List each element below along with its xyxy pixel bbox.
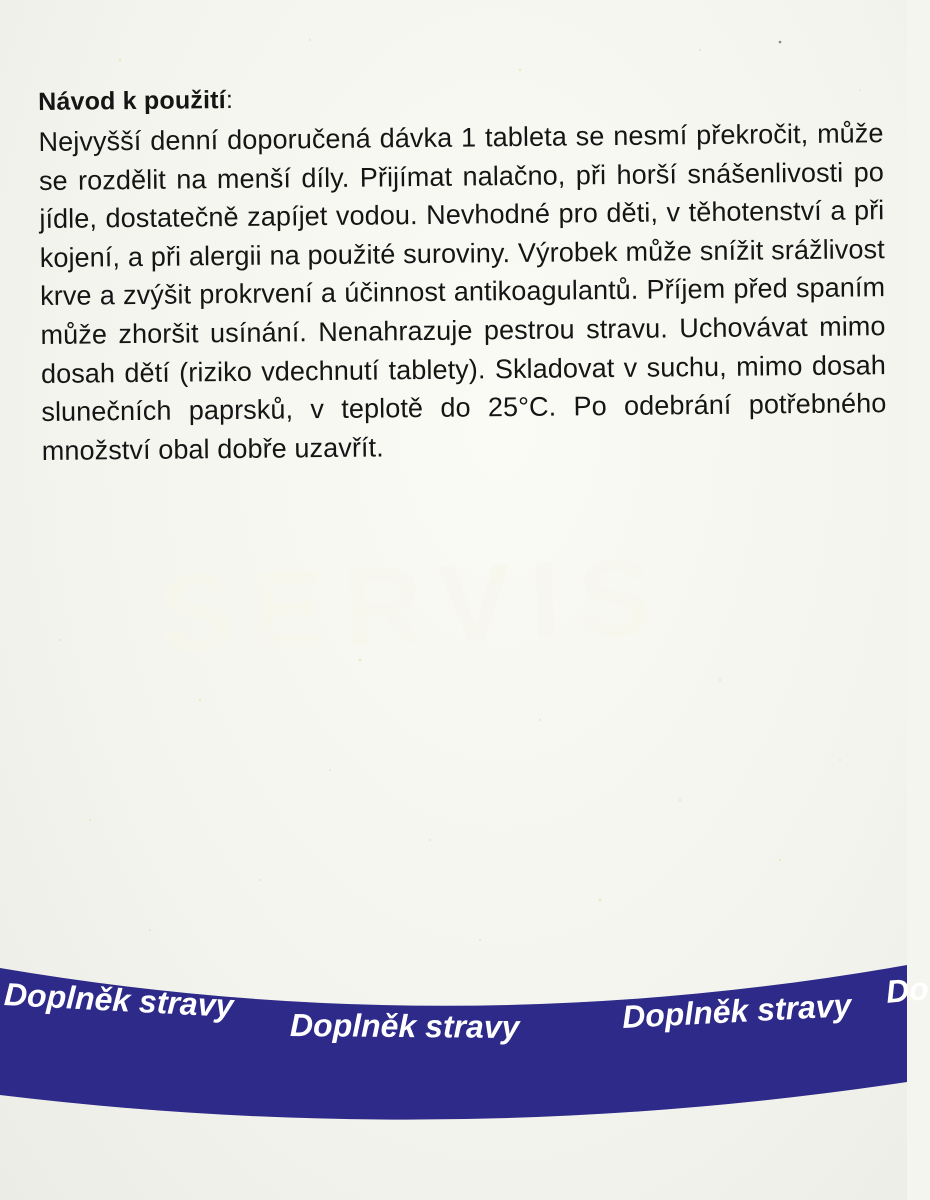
band-label: Do xyxy=(884,970,930,1010)
instructions-line: Nejvyšší denní doporučená dávka 1 tableta se nesmí xyxy=(38,120,697,157)
instructions-line: překročit, může se rozdělit na menší díly. Přijímat nalačno, xyxy=(38,118,884,196)
watermark: SERVIS xyxy=(158,535,672,676)
instructions-line: obal dobře uzavřít. xyxy=(158,432,384,465)
instructions-line: v teplotě do 25°C. Po odebrání potřebného množství xyxy=(41,388,887,466)
instructions-line: Uchovávat mimo dosah dětí (riziko vdechnutí tablety). xyxy=(40,311,886,389)
heading-colon: : xyxy=(225,85,234,115)
instructions-line: a zvýšit prokrvení a účinnost antikoagulantů. Příjem před xyxy=(99,273,797,311)
instructions-line: při horší snášenlivosti po jídle, dostatečně zapíjet vodou. xyxy=(39,156,885,235)
band-label: Doplněk stravy xyxy=(3,976,235,1024)
instructions-line: Nevhodné pro děti, v těhotenství a při kojení, a při alergii xyxy=(39,195,885,273)
instructions-line: na použité suroviny. Výrobek může snížit srážlivost krve xyxy=(40,233,885,312)
heading-text: Návod k použití xyxy=(38,86,227,116)
band-label: Doplněk stravy xyxy=(289,1006,520,1046)
instructions-line: spaním může zhoršit usínání. Nenahrazuje pestrou stravu. xyxy=(40,272,886,350)
band-label: Doplněk stravy xyxy=(621,987,853,1035)
instructions-line: Skladovat v suchu, mimo dosah slunečních paprsků, xyxy=(41,349,887,428)
